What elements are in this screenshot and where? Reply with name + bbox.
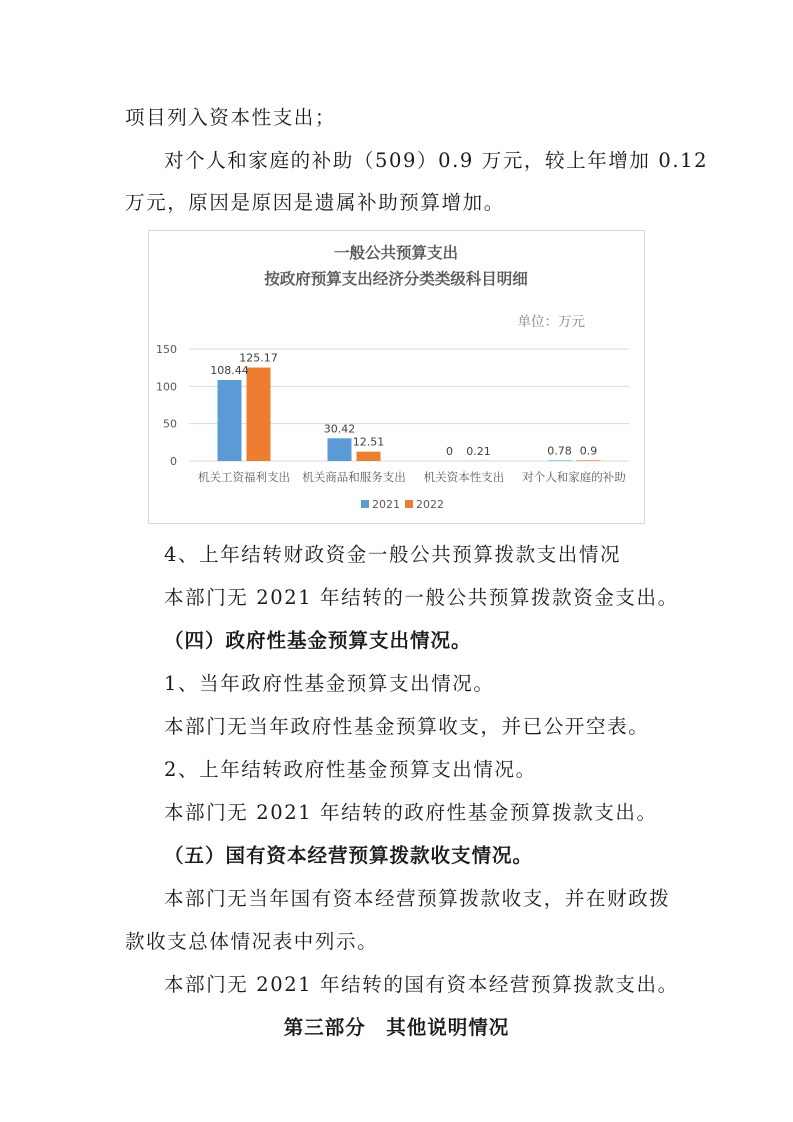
data-label: 108.44	[210, 364, 249, 378]
paragraph: 4、上年结转财政资金一般公共预算拨款支出情况	[164, 543, 622, 566]
chart-canvas	[149, 231, 644, 523]
chart-title-line2: 按政府预算支出经济分类类级科目明细	[264, 270, 528, 288]
data-label: 0.9	[579, 444, 598, 458]
data-label: 30.42	[323, 422, 356, 436]
paragraph: 款收支总体情况表中列示。	[125, 930, 379, 953]
part-heading: 第三部分 其他说明情况	[283, 1016, 510, 1039]
y-tick-label: 100	[156, 380, 177, 394]
x-tick-label: 机关商品和服务支出	[302, 470, 406, 484]
bar-2022	[357, 452, 381, 461]
data-label: 0	[446, 445, 453, 458]
x-tick-label: 对个人和家庭的补助	[522, 470, 626, 484]
x-tick-label: 机关资本性支出	[423, 470, 505, 484]
paragraph: 2、上年结转政府性基金预算支出情况。	[164, 758, 537, 781]
bar-2021	[548, 460, 572, 461]
data-label: 125.17	[239, 351, 278, 365]
legend-swatch	[361, 500, 369, 508]
paragraph: 本部门无 2021 年结转的国有资本经营预算拨款支出。	[164, 973, 679, 996]
paragraph: 本部门无 2021 年结转的政府性基金预算拨款支出。	[164, 801, 658, 824]
chart-unit-label: 单位：万元	[517, 314, 585, 330]
y-tick-label: 150	[156, 343, 177, 356]
data-label: 0.78	[547, 444, 572, 458]
y-tick-label: 0	[170, 455, 177, 468]
legend-label: 2021	[372, 498, 400, 511]
chart-title-line1: 一般公共预算支出	[333, 244, 459, 262]
legend-swatch	[405, 500, 413, 508]
bar-2022	[247, 368, 271, 461]
legend-label: 2022	[416, 498, 444, 511]
paragraph: 1、当年政府性基金预算支出情况。	[164, 672, 495, 695]
data-label: 12.51	[352, 435, 385, 449]
data-label: 0.21	[466, 444, 491, 458]
bar-2021	[328, 438, 352, 461]
y-tick-label: 50	[163, 417, 177, 431]
x-tick-label: 机关工资福利支出	[198, 470, 290, 484]
paragraph: 对个人和家庭的补助（509）0.9 万元，较上年增加 0.12	[164, 149, 709, 172]
section-heading: （五）国有资本经营预算拨款收支情况。	[164, 844, 534, 867]
section-heading: （四）政府性基金预算支出情况。	[164, 629, 472, 652]
paragraph: 项目列入资本性支出；	[125, 106, 337, 129]
bar-chart	[148, 230, 645, 524]
paragraph: 万元，原因是原因是遗属补助预算增加。	[125, 191, 505, 214]
bar-2021	[218, 380, 242, 461]
paragraph: 本部门无当年国有资本经营预算拨款收支，并在财政拨	[164, 887, 671, 910]
paragraph: 本部门无 2021 年结转的一般公共预算拨款资金支出。	[164, 586, 679, 609]
bar-2022	[577, 460, 601, 461]
paragraph: 本部门无当年政府性基金预算收支，并已公开空表。	[164, 715, 650, 738]
